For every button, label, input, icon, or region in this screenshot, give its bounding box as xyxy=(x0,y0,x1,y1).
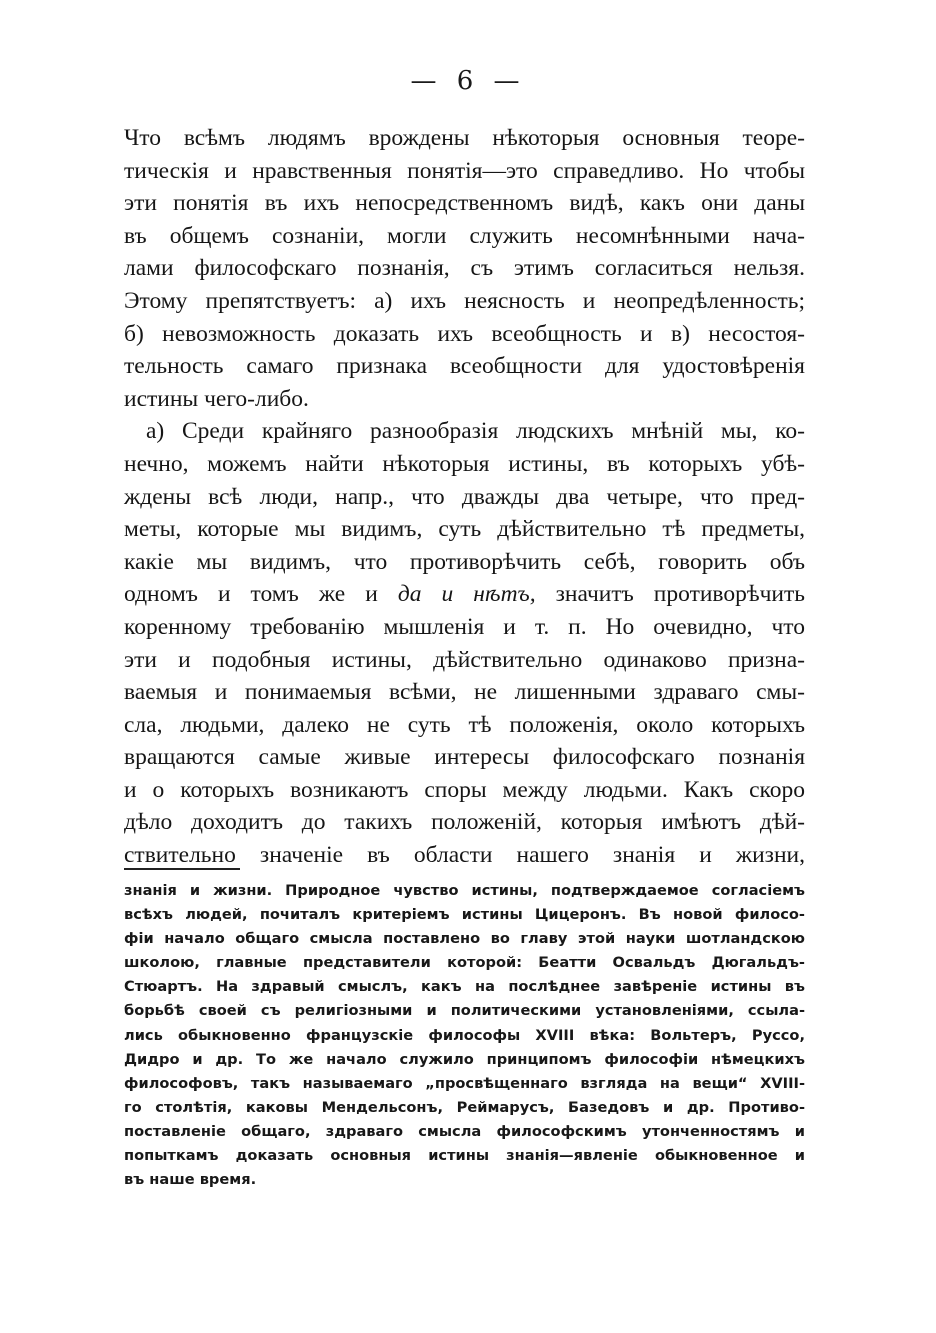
text-line: ждены всѣ люди, напр., что дважды два четыре, что пред- xyxy=(124,483,805,510)
page-number: — 6 — xyxy=(410,66,526,96)
text-line: меты, которые мы видимъ, суть дѣйствительно тѣ предметы, xyxy=(124,516,805,543)
text-line: ствительно значеніе въ области нашего знанія и жизни, xyxy=(124,842,805,869)
text-line: и о которыхъ возникаютъ споры между людьми. Какъ скоро xyxy=(124,776,805,803)
footnote-line: Стюартъ. На здравый смыслъ, какъ на послѣднее завѣреніе истины въ xyxy=(124,978,805,996)
text-line: сла, людьми, далеко не суть тѣ положенія, около которыхъ xyxy=(124,711,805,738)
footnote-line: фіи начало общаго смысла поставлено во главу этой науки шотландскою xyxy=(124,930,805,948)
footnote-separator xyxy=(124,868,240,870)
text-line: одномъ и томъ же и да и нѣтъ, значитъ противорѣчить xyxy=(124,581,805,608)
main-text-body xyxy=(124,122,805,872)
text-line: эти понятія въ ихъ непосредственномъ видѣ, какъ они даны xyxy=(124,190,805,217)
footnote-line: всѣхъ людей, почиталъ критеріемъ истины Цицеронъ. Въ новой филосо- xyxy=(124,906,805,924)
footnote-line: въ наше время. xyxy=(124,1171,257,1189)
text-line: эти и подобныя истины, дѣйствительно одинаково призна- xyxy=(124,646,805,673)
text-line: лами философскаго познанія, съ этимъ согласиться нельзя. xyxy=(124,255,805,282)
footnote-line: попыткамъ доказать основныя истины знанія—явленіе обыкновенное и xyxy=(124,1147,805,1165)
text-line: тическія и нравственныя понятія—это справедливо. Но чтобы xyxy=(124,157,805,184)
text-line: какіе мы видимъ, что противорѣчить себѣ, говорить объ xyxy=(124,548,805,575)
footnote-line: знанія и жизни. Природное чувство истины, подтверждаемое согласіемъ xyxy=(124,882,805,899)
footnote-line: философовъ, такъ называемаго „просвѣщеннаго взгляда на вещи“ XVIII- xyxy=(124,1074,805,1092)
text-line: въ общемъ сознаніи, могли служить несомнѣнными нача- xyxy=(124,222,805,249)
text-line: коренному требованію мышленія и т. п. Но очевидно, что xyxy=(124,613,805,640)
footnote-text xyxy=(124,879,805,1192)
text-line: б) невозможность доказать ихъ всеобщность и в) несостоя- xyxy=(124,320,805,347)
footnote-line: лись обыкновенно французскіе философы XVIII вѣка: Вольтеръ, Руссо, xyxy=(124,1026,805,1044)
text-line: вращаются самые живые интересы философскаго познанія xyxy=(124,744,805,771)
text-line: дѣло доходитъ до такихъ положеній, которыя имѣютъ дѣй- xyxy=(124,809,805,836)
text-line: Этому препятствуетъ: а) ихъ неясность и неопредѣленность; xyxy=(124,287,805,314)
footnote-line: поставленіе общаго, здраваго смысла философскимъ утонченностямъ и xyxy=(124,1122,805,1140)
italic-phrase: да и нѣтъ, xyxy=(397,581,536,608)
text-line: а) Среди крайняго разнообразія людскихъ мнѣній мы, ко- xyxy=(146,418,805,445)
text-line: ваемыя и понимаемыя всѣми, не лишенными здраваго смы- xyxy=(124,679,805,706)
footnote-line: го столѣтія, каковы Мендельсонъ, Реймарусъ, Базедовъ и др. Противо- xyxy=(124,1098,805,1116)
text-line: истины чего-либо. xyxy=(124,385,309,412)
footnote-line: Дидро и др. То же начало служило принципомъ философіи нѣмецкихъ xyxy=(124,1050,805,1068)
footnote-line: борьбѣ своей съ религіозными и политическими установленіями, ссыла- xyxy=(124,1002,805,1020)
footnote-line: школою, главные представители которой: Беатти Освальдъ Дюгальдъ- xyxy=(124,954,805,972)
text-line: тельность самаго признака всеобщности для удостовѣренія xyxy=(124,353,805,380)
text-line: Что всѣмъ людямъ врождены нѣкоторыя основныя теоре- xyxy=(124,125,805,151)
text-line: нечно, можемъ найти нѣкоторыя истины, въ которыхъ убѣ- xyxy=(124,450,805,477)
